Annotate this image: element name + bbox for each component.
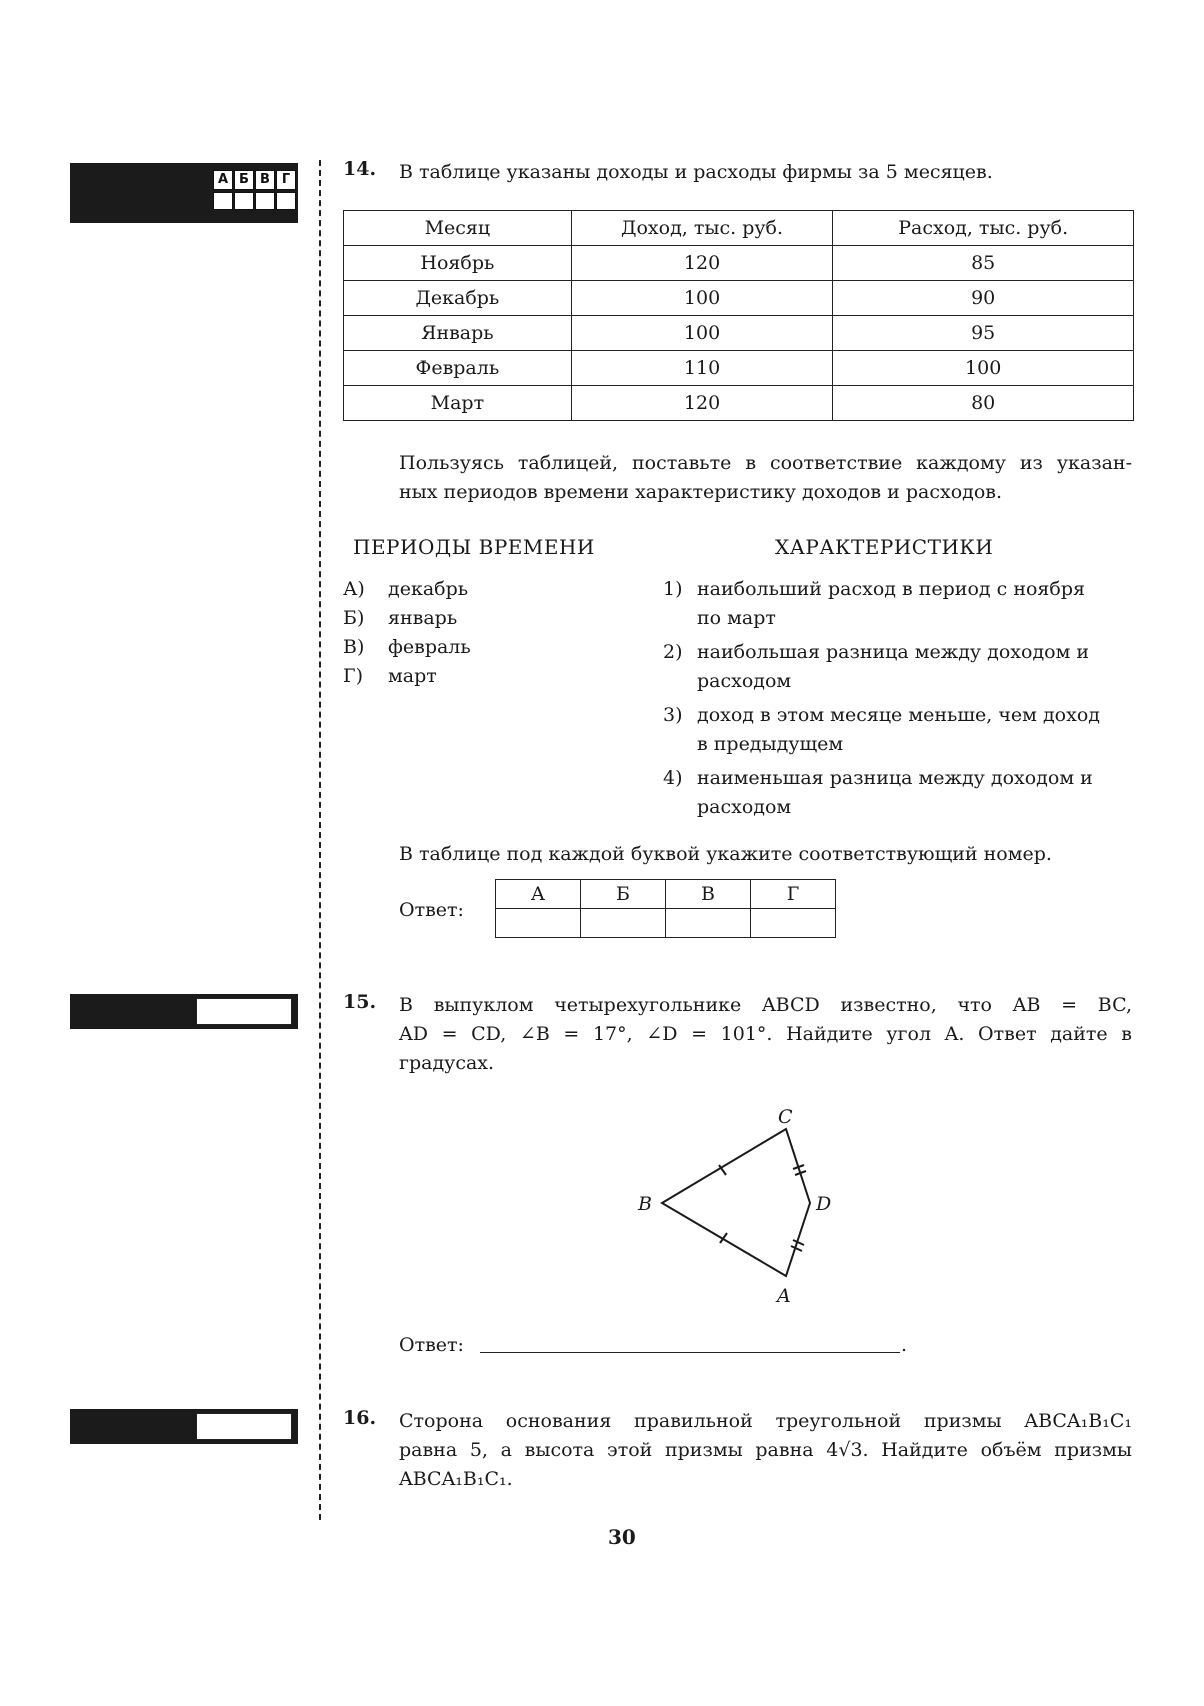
tab-letter-b: Б: [234, 170, 254, 190]
characteristic-line: наибольшая разница между доходом и: [697, 641, 1090, 663]
table-cell: Февраль: [344, 351, 572, 386]
table-cell: Ноябрь: [344, 246, 572, 281]
table-cell: 100: [571, 316, 833, 351]
table-cell: 80: [833, 386, 1134, 421]
answer-letter: В: [666, 880, 751, 909]
table-header: Месяц: [344, 211, 572, 246]
answer-grid-14: [495, 879, 836, 938]
instruction-line-2: ных периодов времени характеристику доходов и расходов.: [399, 481, 1003, 503]
income-expense-table: [343, 210, 1134, 421]
table-cell: 120: [571, 386, 833, 421]
answer-cell-g[interactable]: [751, 909, 836, 938]
problem-16-line-2: равна 5, а высота этой призмы равна 4√3. Найдите объём призмы: [399, 1439, 1132, 1461]
table-cell: 95: [833, 316, 1134, 351]
period-item: [343, 604, 458, 633]
characteristic-number: 2): [663, 641, 683, 663]
characteristic-number: 4): [663, 767, 683, 789]
table-cell: 90: [833, 281, 1134, 316]
problem-14-text: В таблице указаны доходы и расходы фирмы за 5 месяцев.: [399, 161, 993, 183]
instruction-line-1: Пользуясь таблицей, поставьте в соответствие каждому из указан-: [399, 452, 1132, 474]
answer-tab-15: [70, 994, 298, 1029]
table-cell: Январь: [344, 316, 572, 351]
answer-cell-a[interactable]: [496, 909, 581, 938]
answer-letter-row: [496, 880, 836, 909]
periods-heading: ПЕРИОДЫ ВРЕМЕНИ: [353, 535, 595, 559]
period-letter: Б): [343, 607, 365, 629]
table-row: [344, 386, 1134, 421]
characteristic-line: расходом: [697, 670, 792, 692]
characteristic-line: по март: [697, 607, 776, 629]
characteristic-item: [663, 575, 1133, 635]
period-item: [343, 575, 469, 604]
characteristics-heading: ХАРАКТЕРИСТИКИ: [775, 535, 994, 559]
problem-15-line-2: AD = CD, ∠B = 17°, ∠D = 101°. Найдите угол A. Ответ дайте в: [399, 1023, 1132, 1045]
table-cell: Декабрь: [344, 281, 572, 316]
answer-label-14: Ответ:: [399, 899, 464, 921]
period-letter: А): [343, 578, 365, 600]
period-letter: В): [343, 636, 365, 658]
answer-cell-v[interactable]: [666, 909, 751, 938]
table-cell: Март: [344, 386, 572, 421]
table-header: Расход, тыс. руб.: [833, 211, 1134, 246]
table-row: [344, 281, 1134, 316]
cut-line: [319, 160, 321, 1520]
characteristic-line: расходом: [697, 796, 792, 818]
period-text: декабрь: [388, 578, 469, 600]
period-item: [343, 662, 437, 691]
period-text: февраль: [388, 636, 471, 658]
table-cell: 100: [833, 351, 1134, 386]
quadrilateral-abcd: [662, 1129, 810, 1276]
period-item: [343, 633, 471, 662]
characteristic-number: 1): [663, 578, 683, 600]
answer-input-row: [496, 909, 836, 938]
table-header: Доход, тыс. руб.: [571, 211, 833, 246]
characteristic-line: в предыдущем: [697, 733, 844, 755]
quadrilateral-figure: [620, 1100, 840, 1320]
answer-letter: А: [496, 880, 581, 909]
label-d: D: [816, 1193, 832, 1215]
problem-16-number: 16.: [343, 1407, 377, 1429]
problem-16-line-3: ABCA₁B₁C₁.: [399, 1468, 513, 1490]
problem-14-number: 14.: [343, 158, 377, 180]
table-cell: 110: [571, 351, 833, 386]
answer-cell-b[interactable]: [581, 909, 666, 938]
period-letter: Г): [343, 665, 363, 687]
characteristic-item: [663, 701, 1133, 761]
answer-line-15[interactable]: [480, 1352, 900, 1353]
table-header-row: [344, 211, 1134, 246]
tab-letter-v: В: [255, 170, 275, 190]
characteristic-number: 3): [663, 704, 683, 726]
table-cell: 85: [833, 246, 1134, 281]
characteristic-item: [663, 764, 1133, 824]
characteristic-line: наименьшая разница между доходом и: [697, 767, 1093, 789]
answer-box-16[interactable]: [196, 1413, 292, 1440]
answer-label-15: Ответ:: [399, 1334, 464, 1356]
table-cell: 100: [571, 281, 833, 316]
answer-tab-14: [70, 163, 298, 223]
characteristic-item: [663, 638, 1133, 698]
characteristic-line: наибольший расход в период с ноября: [697, 578, 1086, 600]
period-text: март: [388, 665, 437, 687]
label-a: A: [777, 1285, 791, 1307]
answer-letter: Б: [581, 880, 666, 909]
label-b: B: [638, 1193, 652, 1215]
table-row: [344, 316, 1134, 351]
table-instruction: В таблице под каждой буквой укажите соответствующий номер.: [399, 843, 1052, 865]
table-row: [344, 351, 1134, 386]
answer-tab-16: [70, 1409, 298, 1444]
label-c: C: [778, 1106, 793, 1128]
problem-15-line-1: В выпуклом четырехугольнике ABCD известно, что AB = BC,: [399, 994, 1132, 1016]
table-cell: 120: [571, 246, 833, 281]
tab-letter-a: А: [213, 170, 233, 190]
characteristic-line: доход в этом месяце меньше, чем доход: [697, 704, 1100, 726]
table-row: [344, 246, 1134, 281]
answer-box-15[interactable]: [196, 998, 292, 1025]
problem-15-line-3: градусах.: [399, 1052, 495, 1074]
answer-letter: Г: [751, 880, 836, 909]
problem-15-number: 15.: [343, 991, 377, 1013]
problem-16-line-1: Сторона основания правильной треугольной призмы ABCA₁B₁C₁: [399, 1410, 1132, 1432]
answer-end-15: .: [901, 1334, 908, 1356]
tab-letter-cells: [212, 170, 296, 190]
page-number: 30: [608, 1525, 636, 1549]
tab-answer-cells[interactable]: [212, 192, 296, 210]
period-text: январь: [388, 607, 458, 629]
tab-letter-g: Г: [276, 170, 296, 190]
